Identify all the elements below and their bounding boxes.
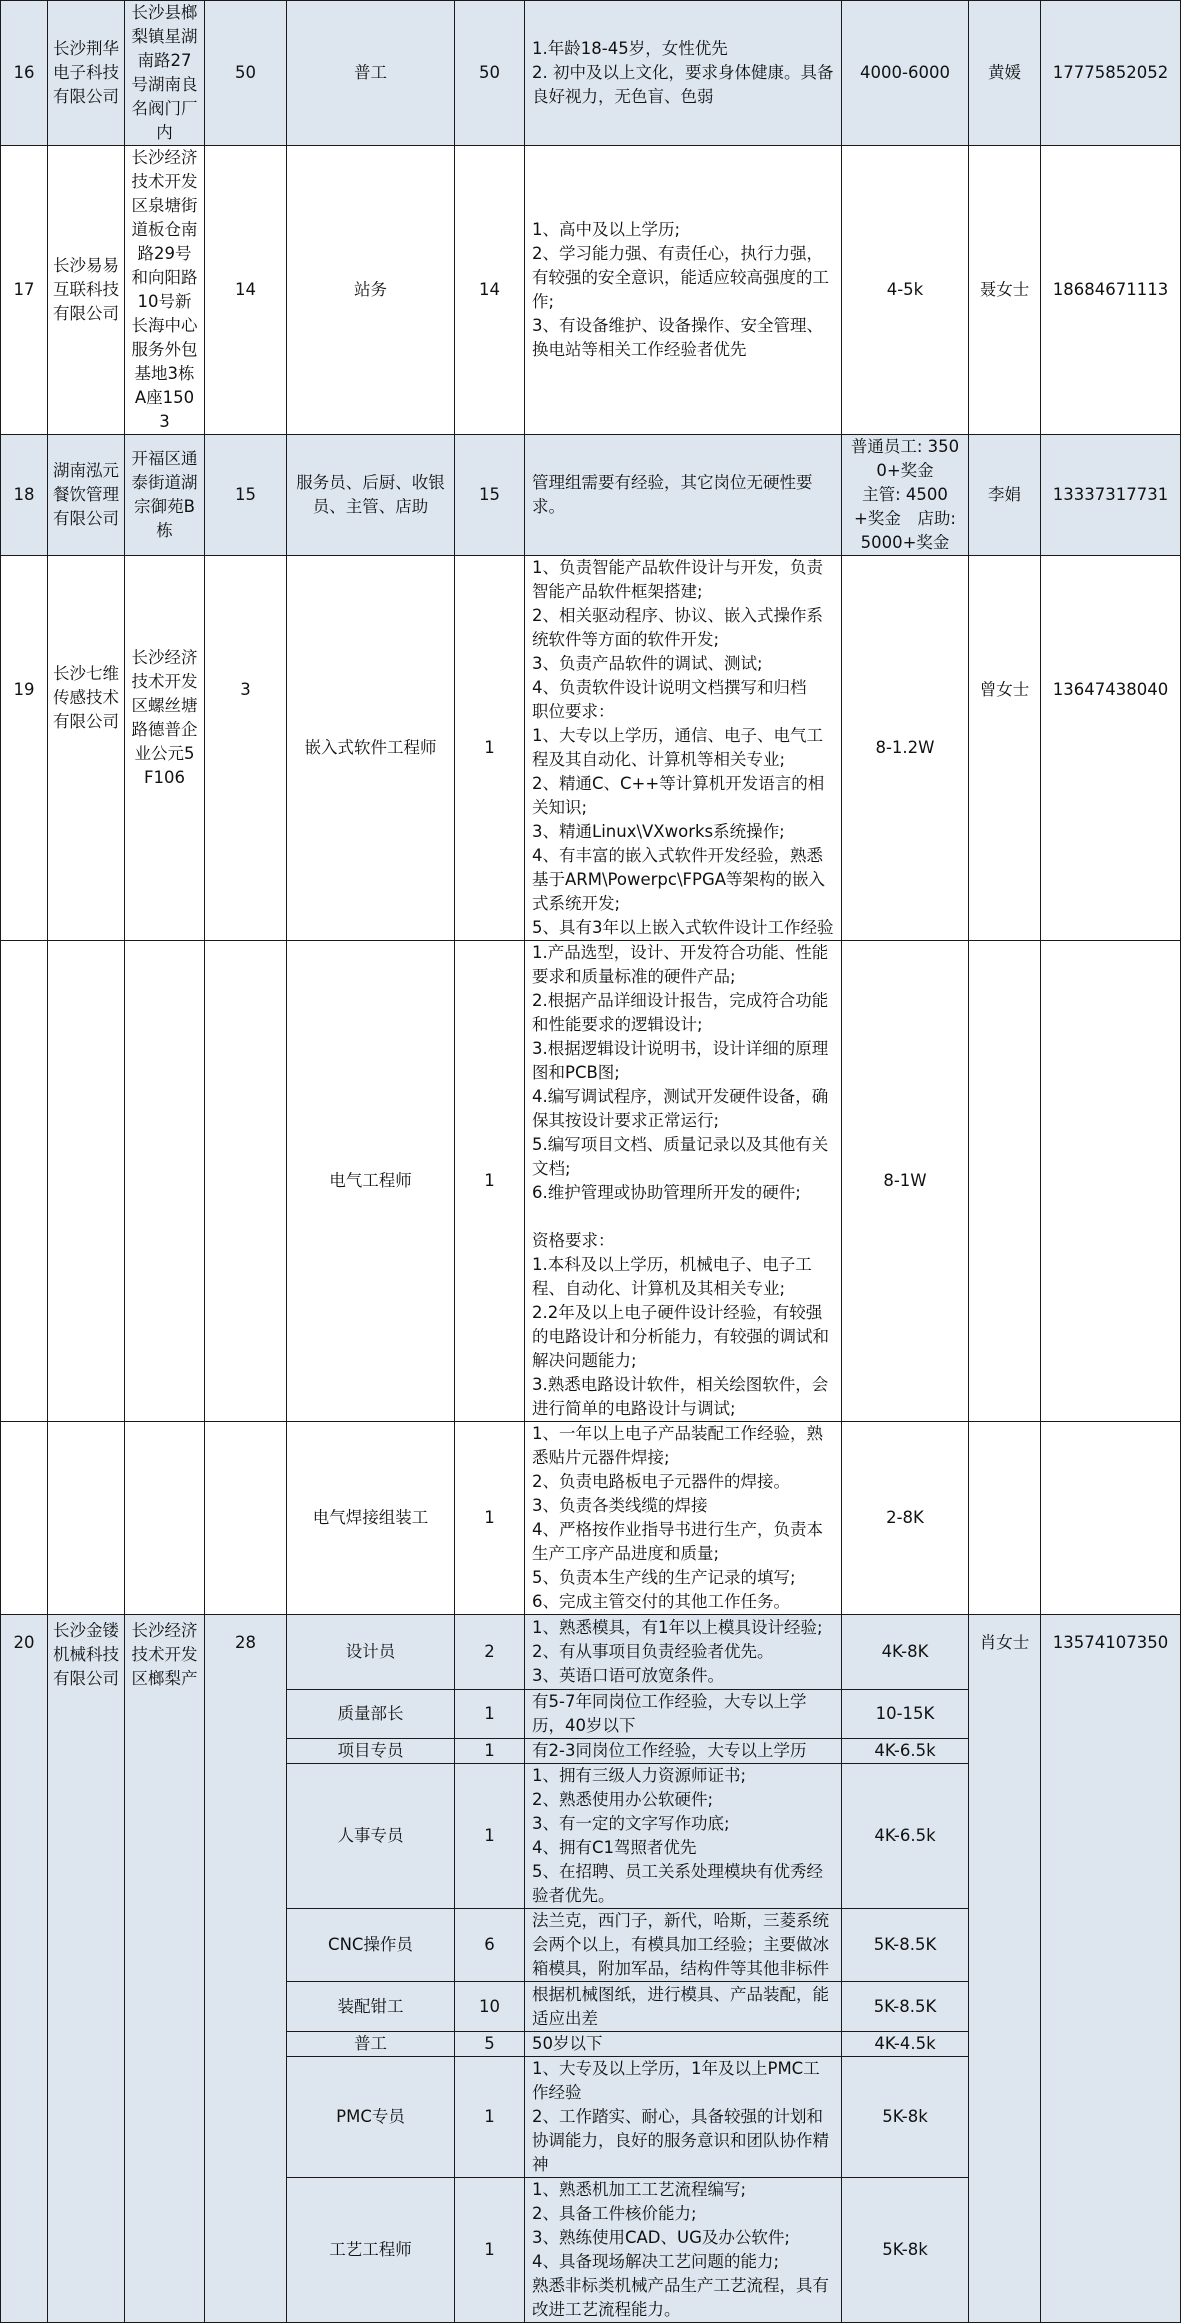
company-name: 长沙金镂机械科技有限公司 [48,1615,125,2323]
contact-person: 聂女士 [969,146,1041,435]
job-position: 电气焊接组装工 [287,1422,455,1615]
job-salary: 4-5k [842,146,969,435]
job-count: 1 [455,1764,525,1909]
job-requirements: 1、一年以上电子产品装配工作经验，熟悉贴片元器件焊接; 2、负责电路板电子元器件的焊接。 3、负责各类线缆的焊接 4、严格按作业指导书进行生产，负责本生产工序产品进度和质量; 5、负责本生产线的生产记录的填写; 6、完成主管交付的其他工作任务。 [525,1422,842,1615]
job-position: 嵌入式软件工程师 [287,556,455,941]
table-row [1,146,1181,435]
job-salary: 4K-8K [842,1615,969,1690]
contact-phone: 18684671113 [1041,146,1181,435]
job-salary: 4K-6.5k [842,1764,969,1909]
job-position: 工艺工程师 [287,2178,455,2323]
contact-phone: 13337317731 [1041,435,1181,556]
job-position: 服务员、后厨、收银员、主管、店助 [287,435,455,556]
job-salary: 4K-6.5k [842,1739,969,1764]
contact-phone: 17775852052 [1041,1,1181,146]
job-requirements: 根据机械图纸，进行模具、产品装配，能适应出差 [525,1982,842,2032]
company-address: 长沙县榔梨镇星湖南路27号湖南良名阀门厂内 [125,1,205,146]
job-count: 1 [455,1422,525,1615]
row-number: 19 [1,556,48,941]
contact-person: 肖女士 [969,1615,1041,2323]
job-salary: 2-8K [842,1422,969,1615]
job-salary: 4000-6000 [842,1,969,146]
job-salary: 5K-8k [842,2057,969,2178]
job-requirements: 1、熟悉机加工工艺流程编写; 2、具备工件核价能力; 3、熟练使用CAD、UG及办公软件; 4、具备现场解决工艺问题的能力; 熟悉非标类机械产品生产工艺流程，具有改进工艺流程能力。 [525,2178,842,2323]
contact-person: 黄媛 [969,1,1041,146]
job-position: 装配钳工 [287,1982,455,2032]
job-requirements: 1.年龄18-45岁，女性优先 2. 初中及以上文化，要求身体健康。具备良好视力，无色盲、色弱 [525,1,842,146]
job-salary: 普通员工: 3500+奖金 主管: 4500+奖金 店助: 5000+奖金 [842,435,969,556]
job-salary: 10-15K [842,1690,969,1739]
total-headcount: 14 [205,146,287,435]
job-requirements: 1.产品选型，设计、开发符合功能、性能要求和质量标准的硬件产品; 2.根据产品详细设计报告，完成符合功能和性能要求的逻辑设计; 3.根据逻辑设计说明书，设计详细的原理图和PCB图; 4.编写调试程序，测试开发硬件设备，确保其按设计要求正常运行; 5.编写项目文档、质量记录以及其他有关文档; 6.维护管理或协助管理所开发的硬件; 资格要求： 1.本科及以上学历，机械电子、电子工程、自动化、计算机及其相关专业; 2.2年及以上电子硬件设计经验，有较强的电路设计和分析能力，有较强的调试和解决问题能力; 3.熟悉电路设计软件，相关绘图软件，会进行简单的电路设计与调试; [525,941,842,1422]
company-address: 长沙经济技术开发区泉塘街道板仓南路29号和向阳路10号新长海中心服务外包基地3栋A座1503 [125,146,205,435]
job-salary: 8-1.2W [842,556,969,941]
job-count: 6 [455,1909,525,1982]
job-count: 1 [455,556,525,941]
job-count: 1 [455,2178,525,2323]
job-requirements: 有5-7年同岗位工作经验，大专以上学历，40岁以下 [525,1690,842,1739]
company-address: 开福区通泰街道湖宗御苑B栋 [125,435,205,556]
job-position: 质量部长 [287,1690,455,1739]
job-position: 设计员 [287,1615,455,1690]
table-row [1,1615,1181,1690]
job-requirements: 1、大专及以上学历，1年及以上PMC工作经验 2、工作踏实、耐心，具备较强的计划和协调能力，良好的服务意识和团队协作精神 [525,2057,842,2178]
job-position: CNC操作员 [287,1909,455,1982]
total-headcount: 50 [205,1,287,146]
job-salary: 5K-8.5K [842,1909,969,1982]
job-salary: 8-1W [842,941,969,1422]
job-count: 1 [455,1690,525,1739]
job-requirements: 1、拥有三级人力资源师证书; 2、熟悉使用办公软硬件; 3、有一定的文字写作功底; 4、拥有C1驾照者优先 5、在招聘、员工关系处理模块有优秀经验者优先。 [525,1764,842,1909]
job-count: 14 [455,146,525,435]
job-requirements: 1、高中及以上学历; 2、学习能力强、有责任心，执行力强，有较强的安全意识，能适应较高强度的工作; 3、有设备维护、设备操作、安全管理、换电站等相关工作经验者优先 [525,146,842,435]
row-number: 16 [1,1,48,146]
company-name: 长沙七维传感技术有限公司 [48,556,125,941]
job-requirements: 50岁以下 [525,2032,842,2057]
row-number: 20 [1,1615,48,2323]
company-name: 长沙荆华电子科技有限公司 [48,1,125,146]
table-row [1,556,1181,941]
table-row [1,1422,1181,1615]
job-requirements: 管理组需要有经验，其它岗位无硬性要求。 [525,435,842,556]
job-requirements: 1、熟悉模具，有1年以上模具设计经验; 2、有从事项目负责经验者优先。 3、英语口语可放宽条件。 [525,1615,842,1690]
total-headcount: 28 [205,1615,287,2323]
job-salary: 5K-8.5K [842,1982,969,2032]
row-number: 17 [1,146,48,435]
total-headcount: 15 [205,435,287,556]
table-row [1,941,1181,1422]
job-position: 普工 [287,1,455,146]
job-salary: 5K-8k [842,2178,969,2323]
job-count: 1 [455,1739,525,1764]
company-address: 长沙经济技术开发区榔梨产 [125,1615,205,2323]
job-position: 站务 [287,146,455,435]
total-headcount: 3 [205,556,287,941]
job-position: 电气工程师 [287,941,455,1422]
job-position: 项目专员 [287,1739,455,1764]
job-count: 2 [455,1615,525,1690]
job-position: 人事专员 [287,1764,455,1909]
job-requirements: 1、负责智能产品软件设计与开发，负责智能产品软件框架搭建; 2、相关驱动程序、协议、嵌入式操作系统软件等方面的软件开发; 3、负责产品软件的调试、测试; 4、负责软件设计说明文档撰写和归档 职位要求： 1、大专以上学历，通信、电子、电气工程及其自动化、计算机等相关专业; 2、精通C、C++等计算机开发语言的相关知识; 3、精通Linux\VXworks系统操作; 4、有丰富的嵌入式软件开发经验，熟悉基于ARM\Powerpc\FPGA等架构的嵌入式系统开发; 5、具有3年以上嵌入式软件设计工作经验 [525,556,842,941]
job-count: 1 [455,941,525,1422]
job-count: 10 [455,1982,525,2032]
job-count: 50 [455,1,525,146]
job-count: 5 [455,2032,525,2057]
contact-phone: 13574107350 [1041,1615,1181,2323]
job-requirements: 有2-3同岗位工作经验，大专以上学历 [525,1739,842,1764]
job-count: 15 [455,435,525,556]
table-row [1,435,1181,556]
company-name: 长沙易易互联科技有限公司 [48,146,125,435]
company-address: 长沙经济技术开发区螺丝塘路德普企业公元5F106 [125,556,205,941]
contact-person: 李娟 [969,435,1041,556]
job-count: 1 [455,2057,525,2178]
job-position: PMC专员 [287,2057,455,2178]
job-salary: 4K-4.5k [842,2032,969,2057]
contact-phone: 13647438040 [1041,556,1181,941]
company-name: 湖南泓元餐饮管理有限公司 [48,435,125,556]
table-row [1,1,1181,146]
contact-person: 曾女士 [969,556,1041,941]
job-position: 普工 [287,2032,455,2057]
job-requirements: 法兰克，西门子，新代，哈斯，三菱系统会两个以上，有模具加工经验；主要做冰箱模具，附加军品，结构件等其他非标件 [525,1909,842,1982]
row-number: 18 [1,435,48,556]
